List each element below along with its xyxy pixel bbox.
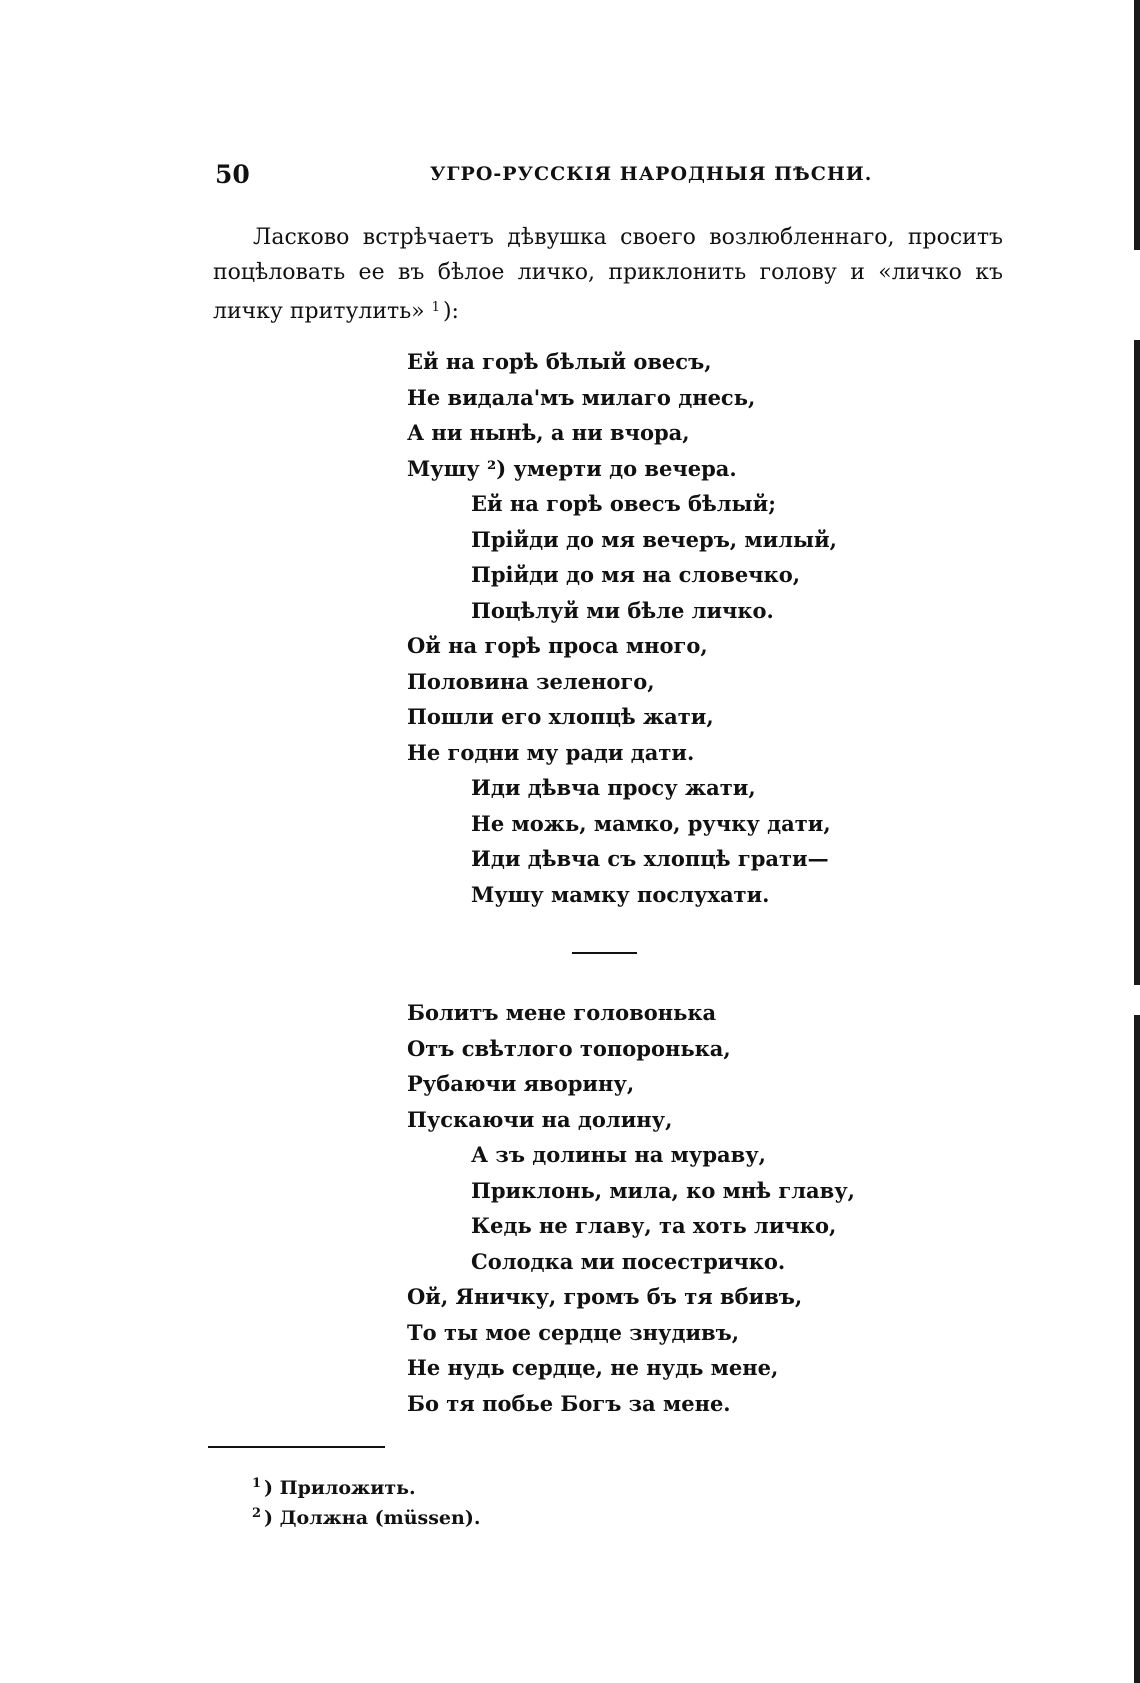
verse-line: Приклонь, мила, ко мнѣ главу, xyxy=(471,1177,855,1203)
verse-line: Не годни му ради дати. xyxy=(407,739,695,765)
verse-line: Отъ свѣтлого топоронька, xyxy=(407,1035,731,1061)
verse-line: Кедь не главу, та хоть личко, xyxy=(471,1213,837,1238)
verse-line: Иди дѣвча съ хлопцѣ грати— xyxy=(471,846,829,871)
verse-line: А ни нынѣ, а ни вчора, xyxy=(407,420,690,445)
verse-line: Болитъ мене головонька xyxy=(407,1000,717,1025)
page-edge-gap xyxy=(1134,985,1140,1015)
verse-line: А зъ долины на мураву, xyxy=(471,1142,766,1167)
verse-line: Иди дѣвча просу жати, xyxy=(471,775,756,800)
intro-text: Ласково встрѣчаетъ дѣвушка своего возлюбленнаго, проситъ поцѣловать ее въ бѣлое личко, приклонить голову и «личко къ личку притулить» xyxy=(213,225,1003,324)
footnote-text: ) Должна (müssen). xyxy=(264,1507,481,1529)
verse-line: Не можь, мамко, ручку дати, xyxy=(471,810,831,836)
footnote-1 xyxy=(252,1476,416,1499)
verse-line: Ей на горѣ овесъ бѣлый; xyxy=(471,491,776,516)
verse-line: Половина зеленого, xyxy=(407,668,655,694)
verse-line: Пускаючи на долину, xyxy=(407,1106,673,1132)
section-separator xyxy=(572,952,637,954)
verse-line: Мушу мамку послухати. xyxy=(471,881,770,907)
verse-line: Ой, Яничку, громъ бъ тя вбивъ, xyxy=(407,1284,803,1309)
song-2 xyxy=(407,995,855,1421)
intro-tail: ): xyxy=(442,299,459,324)
verse-line: Ой на горѣ проса много, xyxy=(407,633,708,658)
footnote-text: ) Приложить. xyxy=(264,1477,416,1499)
verse-line: Не видала'мъ милаго днесь, xyxy=(407,384,756,410)
page-number: 50 xyxy=(215,160,250,189)
verse-line: Пошли его хлопцѣ жати, xyxy=(407,704,714,729)
footnote-mark: 1 xyxy=(252,1476,262,1491)
footnote-2 xyxy=(252,1506,480,1529)
song-1 xyxy=(407,344,837,912)
running-title: УГРО-РУССКІЯ НАРОДНЫЯ ПѢСНИ. xyxy=(430,163,873,185)
verse-line: Мушу ²) умерти до вечера. xyxy=(407,455,737,481)
verse-line: Поцѣлуй ми бѣле личко. xyxy=(471,597,774,623)
footnote-mark: 2 xyxy=(252,1506,262,1521)
intro-paragraph xyxy=(213,220,1003,329)
verse-line: То ты мое сердце знудивъ, xyxy=(407,1319,740,1345)
verse-line: Прійди до мя вечеръ, милый, xyxy=(471,526,837,552)
verse-line: Прійди до мя на словечко, xyxy=(471,562,801,587)
verse-line: Ей на горѣ бѣлый овесъ, xyxy=(407,349,712,374)
footnote-ref: 1 xyxy=(431,300,440,315)
verse-line: Не нудь сердце, не нудь мене, xyxy=(407,1355,779,1380)
page-edge-gap xyxy=(1134,250,1140,340)
verse-line: Солодка ми посестричко. xyxy=(471,1248,786,1274)
verse-line: Бо тя побье Богъ за мене. xyxy=(407,1390,731,1416)
footnote-rule xyxy=(208,1446,385,1448)
verse-line: Рубаючи яворину, xyxy=(407,1071,635,1096)
